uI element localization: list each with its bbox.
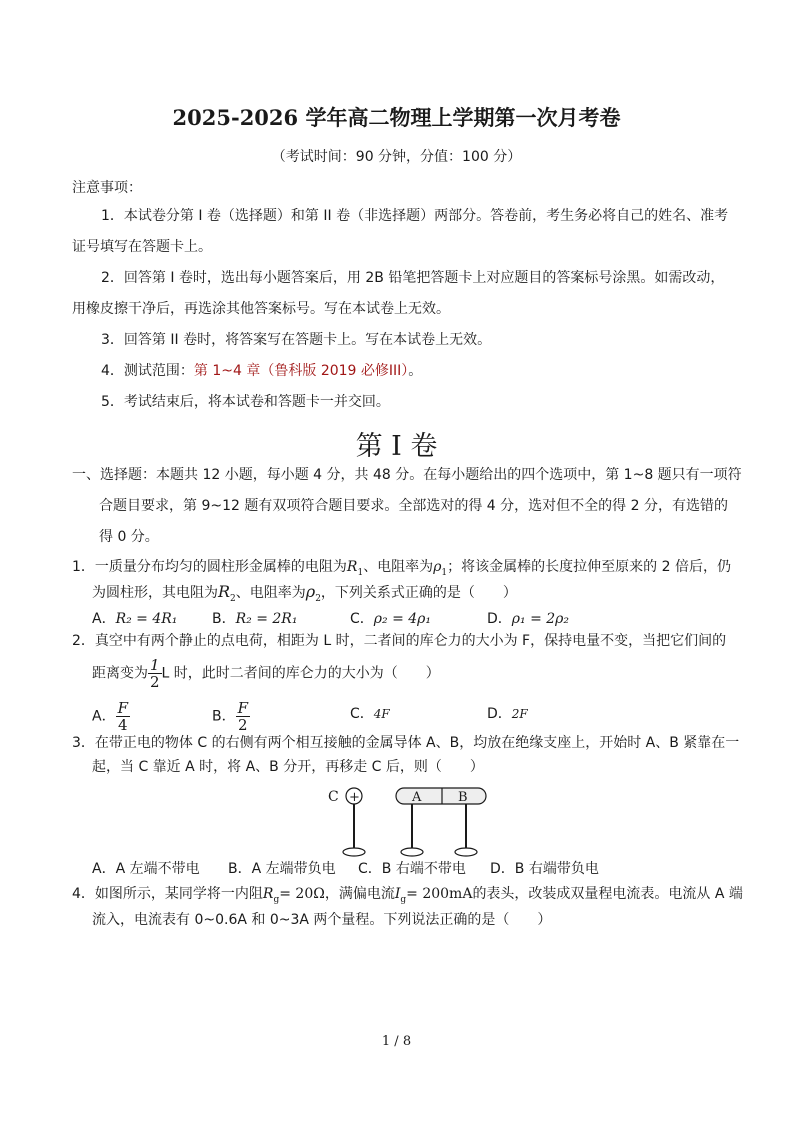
q4-text-c: 的表头，改装成双量程电流表。电流从 A 端 bbox=[472, 886, 743, 902]
fig-label-a: A bbox=[412, 790, 422, 805]
instructions-line-1: 一、选择题：本题共 12 小题，每小题 4 分，共 48 分。在每小题给出的四个选项中，第 1~8 题只有一项符 bbox=[72, 467, 742, 483]
notice-item-4-suffix: 。 bbox=[408, 363, 423, 379]
instructions-line-3: 得 0 分。 bbox=[99, 529, 159, 545]
question-2-line-2 bbox=[92, 657, 440, 690]
base-c bbox=[343, 848, 365, 856]
conductors-ab bbox=[396, 788, 486, 804]
q1-option-b[interactable]: B．R₂ = 2R₁ bbox=[212, 611, 298, 627]
question-2-line-1: 2．真空中有两个静止的点电荷，相距为 L 时，二者间的库仑力的大小为 F，保持电量不变，当把它们间的 bbox=[72, 633, 727, 649]
q1-r2: $R_2$ bbox=[218, 582, 236, 605]
q1-text-a: 1．一质量分布均匀的圆柱形金属棒的电阻为 bbox=[72, 559, 347, 575]
q1-text-c: ；将该金属棒的长度拉伸至原来的 2 倍后，仍 bbox=[447, 559, 731, 575]
q1-option-d[interactable]: D．ρ₁ = 2ρ₂ bbox=[487, 611, 570, 627]
q4-text-b: ，满偏电流 bbox=[324, 886, 395, 902]
fig-label-b: B bbox=[458, 790, 468, 805]
notice-item-4-prefix: 4．测试范围： bbox=[101, 363, 194, 379]
q2-option-d[interactable]: D．2F bbox=[487, 706, 528, 722]
q3-option-d[interactable]: D．B 右端带负电 bbox=[490, 861, 599, 877]
notice-item-5: 5．考试结束后，将本试卷和答题卡一并交回。 bbox=[101, 394, 390, 410]
q3-option-a[interactable]: A．A 左端不带电 bbox=[92, 861, 200, 877]
q2-option-b[interactable]: B． $\frac{F}{2}$ bbox=[212, 699, 249, 734]
section-title: 第 I 卷 bbox=[355, 431, 438, 462]
base-b bbox=[455, 848, 477, 856]
q4-rg: $R_g$ bbox=[262, 886, 280, 905]
notice-item-4 bbox=[101, 361, 422, 381]
page-title: 2025-2026 学年高二物理上学期第一次月考卷 bbox=[172, 105, 621, 130]
q4-ig: $I_g$ bbox=[394, 886, 407, 905]
notice-item-3: 3．回答第 II 卷时，将答案写在答题卡上。写在本试卷上无效。 bbox=[101, 332, 492, 348]
question-3-line-1: 3．在带正电的物体 C 的右侧有两个相互接触的金属导体 A、B，均放在绝缘支座上，开始时 A、B 紧靠在一 bbox=[72, 735, 740, 751]
test-scope-highlight: 第 1~4 章（鲁科版 2019 必修III） bbox=[193, 363, 409, 379]
q2-fraction: $\frac{1}{2}$ bbox=[150, 656, 160, 691]
notice-heading: 注意事项： bbox=[72, 180, 142, 196]
q1-text-b: 、电阻率为 bbox=[363, 559, 434, 575]
q1-text-d: 为圆柱形，其电阻为 bbox=[92, 585, 218, 601]
fig-label-c: C bbox=[328, 789, 339, 805]
q4-rg-value: = 20Ω bbox=[279, 886, 325, 902]
notice-item-1-line-1: 1．本试卷分第 I 卷（选择题）和第 II 卷（非选择题）两部分。答卷前，考生务必将自己的姓名、准考 bbox=[101, 208, 729, 224]
q1-r1: $R_1$ bbox=[346, 559, 364, 578]
q4-text-a: 4．如图所示，某同学将一内阻 bbox=[72, 886, 263, 902]
notice-item-2-line-1: 2．回答第 I 卷时，选出每小题答案后，用 2B 铅笔把答题卡上对应题目的答案标号涂黑。如需改动， bbox=[101, 270, 725, 286]
q2-text-a: 距离变为 bbox=[92, 665, 148, 682]
q1-option-a[interactable]: A．R₂ = 4R₁ bbox=[92, 611, 178, 627]
q1-text-e: 、电阻率为 bbox=[235, 585, 306, 601]
notice-item-2-line-2: 用橡皮擦干净后，再选涂其他答案标号。写在本试卷上无效。 bbox=[72, 301, 450, 317]
notice-item-1-line-2: 证号填写在答题卡上。 bbox=[72, 239, 212, 255]
q1-option-c[interactable]: C．ρ₂ = 4ρ₁ bbox=[350, 611, 432, 627]
page-number: 1 / 8 bbox=[381, 1034, 412, 1049]
electrostatic-induction-figure bbox=[320, 782, 500, 862]
instructions-line-2: 合题目要求，第 9~12 题有双项符合题目要求。全部选对的得 4 分，选对但不全的得 2 分，有选错的 bbox=[99, 498, 728, 514]
q1-rho2: $\rho_2$ bbox=[305, 582, 321, 605]
q3-option-b[interactable]: B．A 左端带负电 bbox=[228, 861, 336, 877]
q3-option-c[interactable]: C．B 右端不带电 bbox=[358, 861, 466, 877]
question-1-line-1 bbox=[72, 557, 731, 583]
q2-option-c[interactable]: C．4F bbox=[350, 706, 390, 722]
plus-sign: + bbox=[349, 790, 360, 805]
question-1-line-2 bbox=[92, 582, 517, 609]
q4-ig-value: = 200mA bbox=[406, 886, 473, 902]
q2-text-b: L 时，此时二者间的库仑力的大小为（ ） bbox=[161, 665, 440, 682]
q1-text-f: ，下列关系式正确的是（ ） bbox=[320, 585, 517, 601]
question-3-line-2: 起，当 C 靠近 A 时，将 A、B 分开，再移走 C 后，则（ ） bbox=[92, 759, 484, 775]
q1-rho1: $\rho_1$ bbox=[433, 559, 448, 578]
question-4-line-1 bbox=[72, 884, 743, 910]
exam-subtitle: （考试时间：90 分钟，分值：100 分） bbox=[271, 149, 522, 165]
question-4-line-2: 流入，电流表有 0~0.6A 和 0~3A 两个量程。下列说法正确的是（ ） bbox=[92, 912, 552, 928]
base-a bbox=[401, 848, 423, 856]
q2-option-a[interactable]: A． $\frac{F}{4}$ bbox=[92, 699, 128, 734]
